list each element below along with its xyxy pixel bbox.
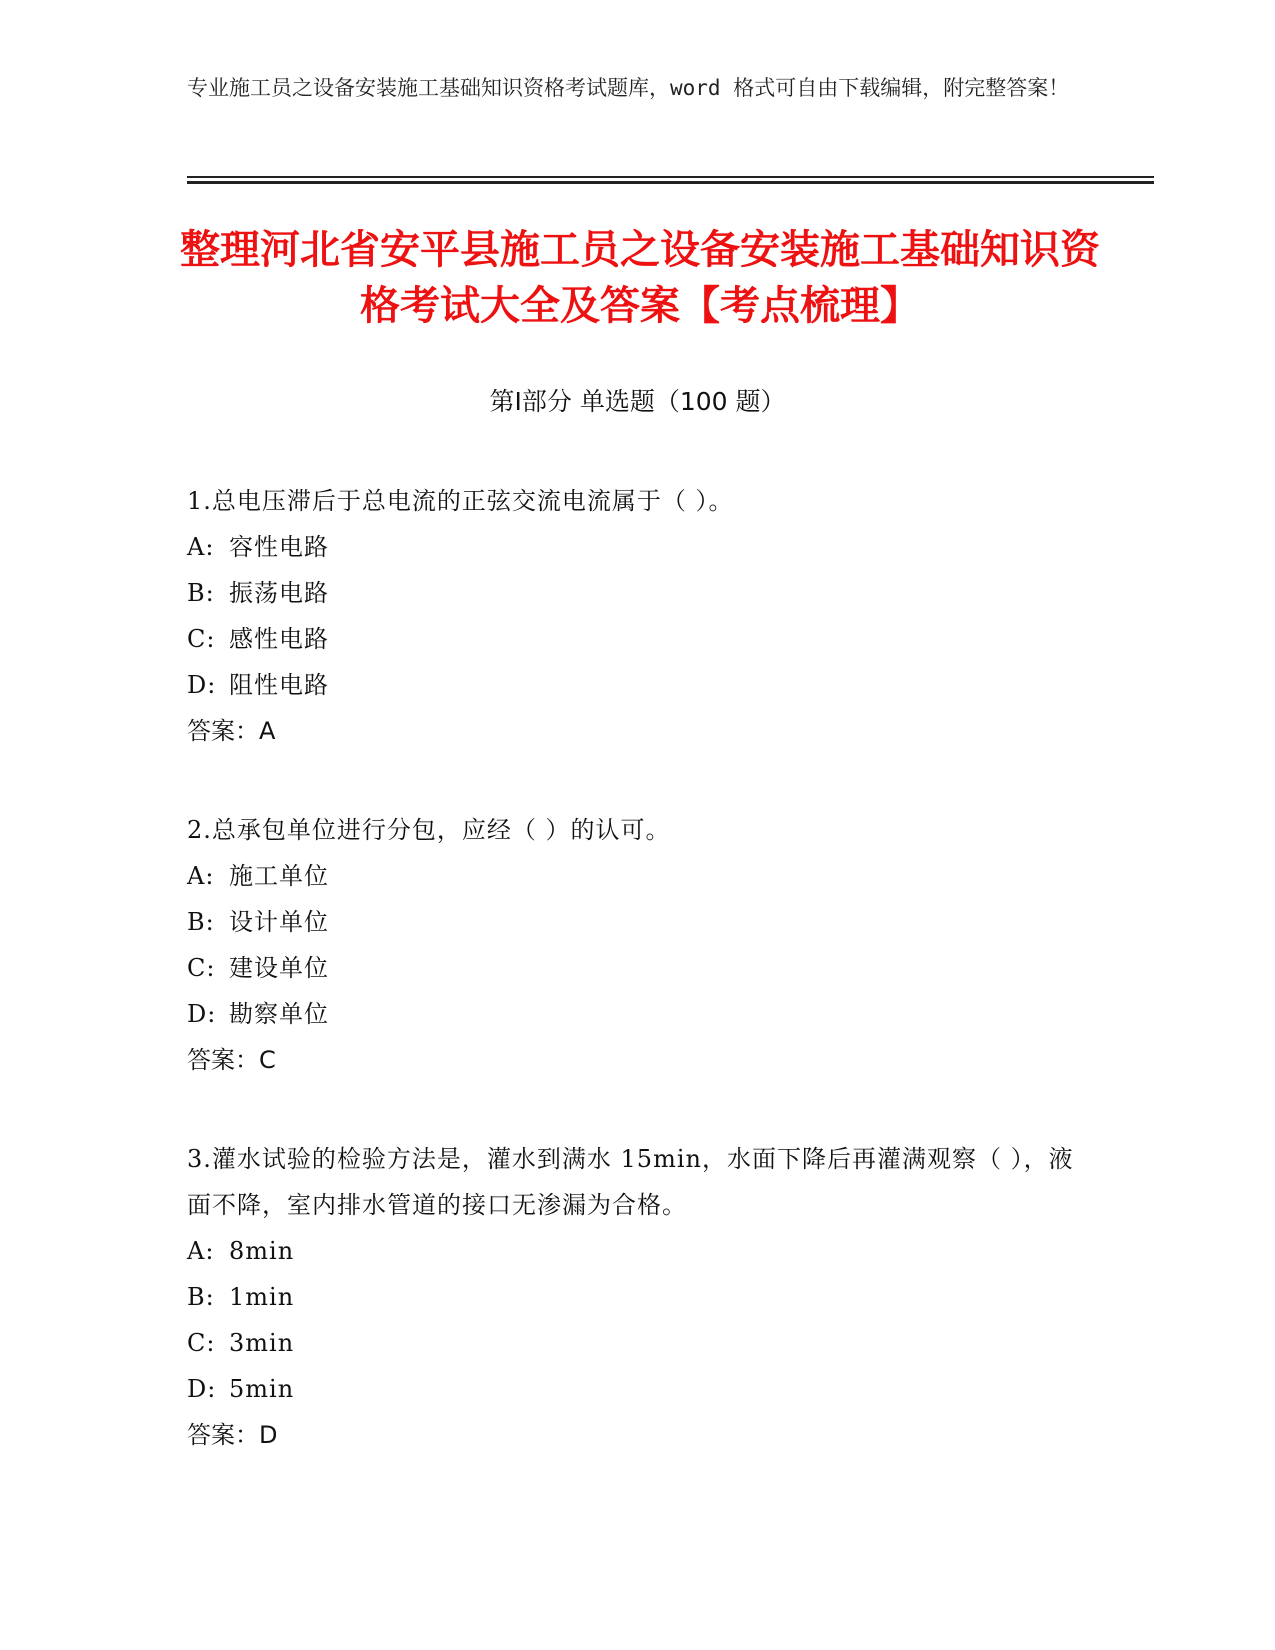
- option-c: [187, 945, 1087, 991]
- option-c: [187, 1320, 1087, 1366]
- question-list: [187, 478, 1087, 1511]
- option-b: [187, 1274, 1087, 1320]
- option-b: [187, 570, 1087, 616]
- header-divider-thick: [187, 181, 1154, 184]
- question-3: [187, 1136, 1087, 1458]
- option-b: [187, 899, 1087, 945]
- answer-line: 答案：A: [187, 717, 276, 745]
- option-text: 5min: [229, 1375, 295, 1403]
- option-text: 3min: [229, 1329, 295, 1357]
- option-c: [187, 616, 1087, 662]
- option-letter: B:: [187, 579, 215, 607]
- option-text: 阻性电路: [229, 671, 329, 699]
- option-text: 1min: [229, 1283, 295, 1311]
- header-divider-thin: [187, 176, 1154, 178]
- option-letter: D:: [187, 1000, 217, 1028]
- option-d: [187, 991, 1087, 1037]
- question-stem: 1.总电压滞后于总电流的正弦交流电流属于（ ）。: [187, 487, 734, 515]
- option-letter: B:: [187, 1283, 215, 1311]
- answer-line: 答案：C: [187, 1046, 276, 1074]
- option-text: 施工单位: [229, 862, 329, 890]
- section-heading: 第Ⅰ部分 单选题（100 题）: [489, 387, 786, 416]
- option-a: [187, 1228, 1087, 1274]
- document-title: 整理河北省安平县施工员之设备安装施工基础知识资格考试大全及答案【考点梳理】: [180, 227, 1100, 329]
- option-text: 勘察单位: [229, 1000, 329, 1028]
- option-letter: D:: [187, 671, 217, 699]
- answer-line: 答案：D: [187, 1421, 278, 1449]
- option-text: 8min: [229, 1237, 295, 1265]
- option-letter: A:: [187, 1237, 215, 1265]
- option-letter: C:: [187, 954, 216, 982]
- question-stem: 2.总承包单位进行分包，应经（ ）的认可。: [187, 816, 671, 844]
- option-letter: C:: [187, 1329, 216, 1357]
- option-letter: B:: [187, 908, 215, 936]
- question-2: [187, 807, 1087, 1083]
- option-letter: D:: [187, 1375, 217, 1403]
- option-text: 振荡电路: [229, 579, 329, 607]
- option-d: [187, 662, 1087, 708]
- option-letter: A:: [187, 533, 215, 561]
- option-letter: A:: [187, 862, 215, 890]
- option-text: 建设单位: [229, 954, 329, 982]
- header-note: 专业施工员之设备安装施工基础知识资格考试题库，word 格式可自由下载编辑，附完整答案！: [187, 76, 1070, 100]
- option-letter: C:: [187, 625, 216, 653]
- question-1: [187, 478, 1087, 754]
- option-a: [187, 853, 1087, 899]
- option-text: 感性电路: [229, 625, 329, 653]
- question-stem: 3.灌水试验的检验方法是，灌水到满水 15min，水面下降后再灌满观察（ ），液面不降，室内排水管道的接口无渗漏为合格。: [187, 1145, 1074, 1219]
- option-d: [187, 1366, 1087, 1412]
- option-a: [187, 524, 1087, 570]
- option-text: 容性电路: [229, 533, 329, 561]
- option-text: 设计单位: [229, 908, 329, 936]
